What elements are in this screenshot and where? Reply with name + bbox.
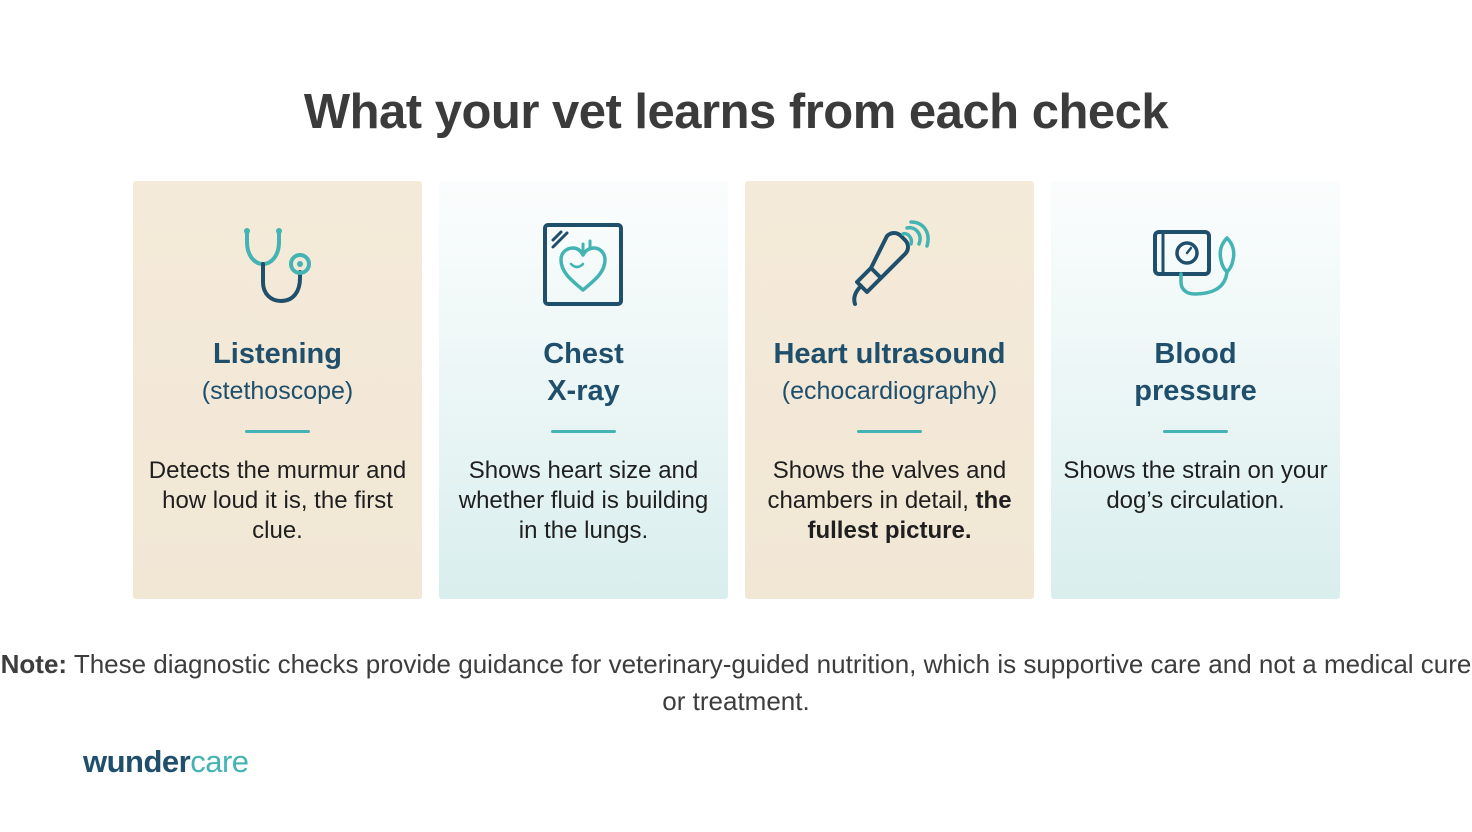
card-subtitle: (stethoscope): [201, 377, 354, 405]
card-divider: [245, 430, 310, 433]
card-subtitle: pressure: [1134, 375, 1257, 407]
stethoscope-icon: [133, 219, 422, 311]
card-description: Detects the murmur and how loud it is, the first clue.: [148, 457, 407, 544]
card-divider: [857, 430, 922, 433]
card-title: Heart ultrasound: [773, 338, 1006, 370]
card-title: Blood: [1154, 338, 1237, 370]
card-description: Shows the valves and chambers in detail, the fullest picture.: [767, 457, 1012, 544]
page-title: What your vet learns from each check: [303, 85, 1169, 139]
disclaimer-note: [0, 646, 1472, 720]
card-chest-xray: [439, 181, 728, 599]
card-subtitle: (echocardiography): [781, 377, 998, 405]
xray-heart-icon: [439, 219, 728, 311]
card-heart-ultrasound: [745, 181, 1034, 599]
brand-logo: wundercare: [83, 744, 249, 779]
card-title: Chest: [543, 338, 624, 370]
card-divider: [1163, 430, 1228, 433]
note-text: These diagnostic checks provide guidance for veterinary-guided nutrition, which is supportive care and not a medical cure or treatment.: [67, 649, 1472, 716]
card-subtitle: X-ray: [547, 375, 620, 407]
blood-pressure-cuff-icon: [1051, 219, 1340, 311]
note-label: Note:: [0, 649, 68, 679]
card-listening: [133, 181, 422, 599]
card-title: Listening: [213, 338, 342, 370]
card-blood-pressure: [1051, 181, 1340, 599]
card-divider: [551, 430, 616, 433]
ultrasound-probe-icon: [745, 219, 1034, 311]
card-description: Shows heart size and whether fluid is building in the lungs.: [458, 457, 709, 544]
checks-card-row: [133, 181, 1340, 599]
card-description: Shows the strain on your dog’s circulation.: [1063, 457, 1328, 514]
